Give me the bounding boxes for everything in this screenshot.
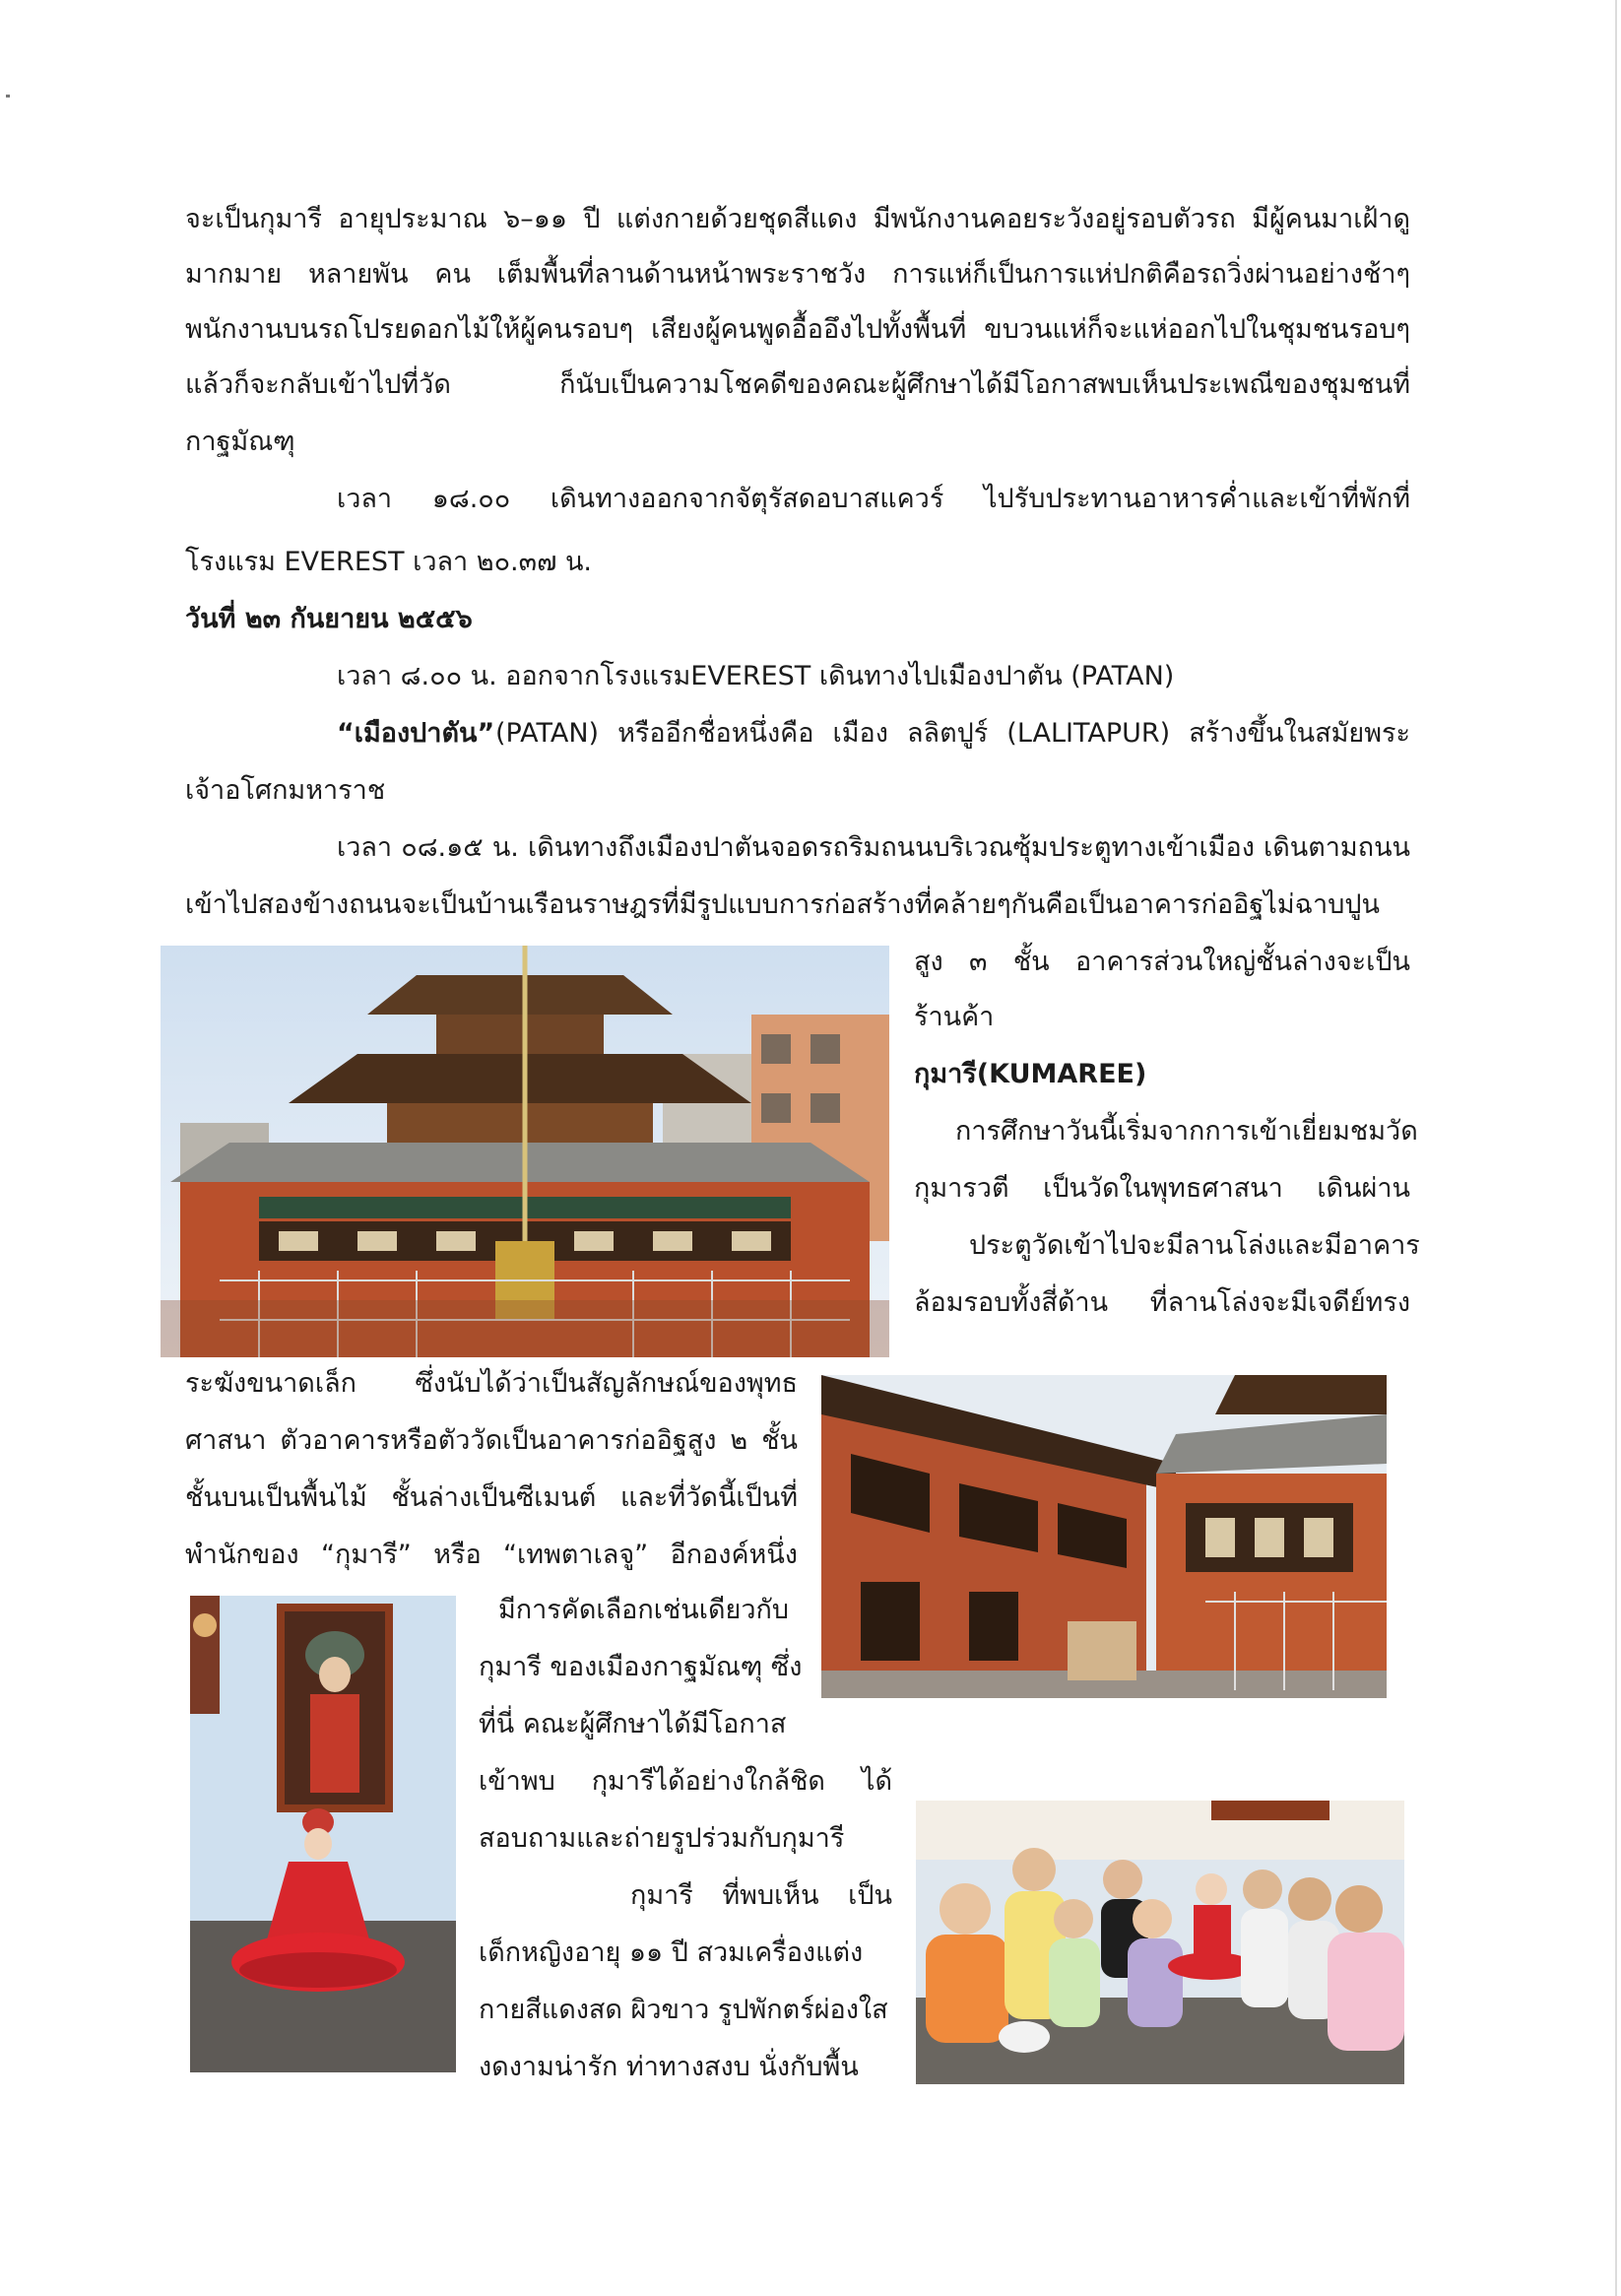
text-line-27: กุมารี ของเมืองกาฐมัณฑุ ซึ่ง [479, 1652, 803, 1682]
text-line-9: เวลา ๘.๐๐ น. ออกจากโรงแรมEVEREST เดินทางไปเมืองปาตัน (PATAN) [337, 661, 1175, 691]
photo-kumari-temple-pagoda [161, 946, 889, 1357]
text-line-25: พำนักของ “กุมารี” หรือ “เทพตาเลจู” อีกองค์หนึ่ง [185, 1540, 798, 1570]
text-line-1: จะเป็นกุมารี อายุประมาณ ๖–๑๑ ปี แต่งกายด้วยชุดสีแดง มีพนักงานคอยระวังอยู่รอบตัวรถ มีผู้คนมาเฝ้าดู [185, 204, 1410, 234]
text-line-4: แล้วก็จะกลับเข้าไปที่วัด ก็นับเป็นความโชคดีของคณะผู้ศึกษาได้มีโอกาสพบเห็นประเพณีของชุมชนที่ [185, 369, 1410, 400]
patan-title: “เมืองปาตัน” [337, 718, 495, 749]
text-line-11: (PATAN) หรืออีกชื่อหนึ่งคือ เมือง ลลิตปูร์ (LALITAPUR) สร้างขึ้นในสมัยพระ [495, 718, 1410, 749]
text-line-31: กุมารี ที่พบเห็น เป็น [630, 1880, 892, 1911]
text-line-5: กาฐมัณฑุ [185, 426, 295, 457]
text-line-2: มากมาย หลายพัน คน เต็มพื้นที่ลานด้านหน้าพระราชวัง การแห่ก็เป็นการแห่ปกติคือรถวิ่งผ่านอย่างช้าๆ [185, 259, 1410, 290]
photo-kumari-seated [190, 1596, 456, 2072]
text-line-16: ร้านค้า [914, 1002, 995, 1032]
text-line-24: ชั้นบนเป็นพื้นไม้ ชั้นล่างเป็นซีเมนต์ และที่วัดนี้เป็นที่ [185, 1482, 798, 1513]
photo-group-with-kumari [916, 1801, 1404, 2084]
text-line-33: กายสีแดงสด ผิวขาว รูปพักตร์ผ่องใส [479, 1995, 888, 2025]
text-line-7: โรงแรม EVEREST เวลา ๒๐.๓๗ น. [185, 547, 593, 577]
text-line-32: เด็กหญิงอายุ ๑๑ ปี สวมเครื่องแต่ง [479, 1937, 864, 1968]
text-line-3: พนักงานบนรถโปรยดอกไม้ให้ผู้คนรอบๆ เสียงผู้คนพูดอื้ออึงไปทั้งพื้นที่ ขบวนแห่ก็จะแห่ออกไปในชุมชนรอบๆ [185, 314, 1410, 345]
text-line-12: เจ้าอโศกมหาราช [185, 775, 386, 806]
photo-temple-courtyard [821, 1375, 1387, 1698]
text-line-6: เวลา ๑๘.๐๐ เดินทางออกจากจัตุรัสดอบาสแควร์ ไปรับประทานอาหารค่ำและเข้าที่พักที่ [337, 484, 1410, 514]
kumaree-heading: กุมารี(KUMAREE) [914, 1059, 1147, 1089]
text-line-29: เข้าพบ กุมารีได้อย่างใกล้ชิด ได้ [479, 1766, 892, 1797]
scan-speck [6, 95, 10, 98]
text-line-15: สูง ๓ ชั้น อาคารส่วนใหญ่ชั้นล่างจะเป็น [914, 947, 1410, 977]
text-line-14: เข้าไปสองข้างถนนจะเป็นบ้านเรือนราษฎรที่มีรูปแบบการก่อสร้างที่คล้ายๆกันคือเป็นอาคารก่ออิฐไม่ฉาบปูน [185, 889, 1380, 920]
date-heading: วันที่ ๒๓ กันยายน ๒๕๕๖ [185, 604, 473, 634]
text-line-20: ประตูวัดเข้าไปจะมีลานโล่งและมีอาคาร [969, 1230, 1420, 1261]
text-line-13: เวลา ๐๘.๑๕ น. เดินทางถึงเมืองปาตันจอดรถริมถนนบริเวณซุ้มประตูทางเข้าเมือง เดินตามถนน [337, 832, 1410, 863]
text-line-19: กุมารวตี เป็นวัดในพุทธศาสนา เดินผ่าน [914, 1173, 1410, 1204]
text-line-30: สอบถามและถ่ายรูปร่วมกับกุมารี [479, 1823, 845, 1854]
text-line-26: มีการคัดเลือกเช่นเดียวกับ [498, 1595, 789, 1625]
scan-edge-line [1615, 0, 1617, 2296]
text-line-22: ระฆังขนาดเล็ก ซึ่งนับได้ว่าเป็นสัญลักษณ์ของพุทธ [185, 1368, 798, 1399]
text-line-28: ที่นี่ คณะผู้ศึกษาได้มีโอกาส [479, 1709, 787, 1739]
text-line-18: การศึกษาวันนี้เริ่มจากการเข้าเยี่ยมชมวัด [955, 1116, 1418, 1147]
text-line-34: งดงามน่ารัก ท่าทางสงบ นั่งกับพื้น [479, 2052, 859, 2082]
text-line-21: ล้อมรอบทั้งสี่ด้าน ที่ลานโล่งจะมีเจดีย์ทรง [914, 1287, 1410, 1318]
text-line-23: ศาสนา ตัวอาคารหรือตัววัดเป็นอาคารก่ออิฐสูง ๒ ชั้น [185, 1425, 798, 1456]
